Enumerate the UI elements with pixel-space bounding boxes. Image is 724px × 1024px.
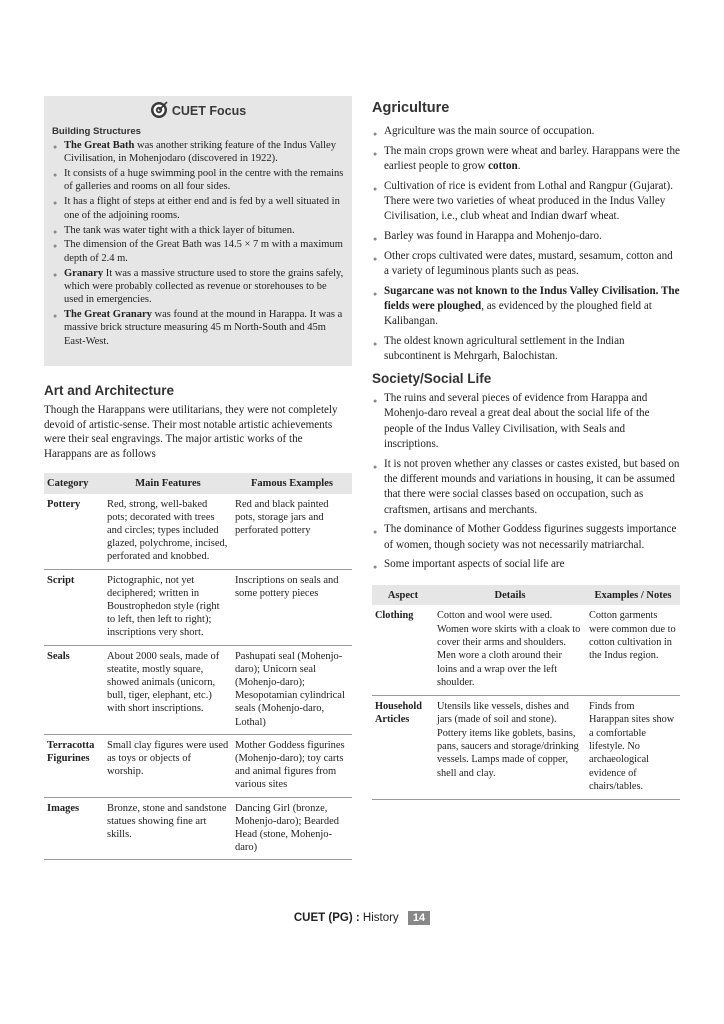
table-cell: Script — [44, 569, 104, 645]
table-cell: Household Articles — [372, 695, 434, 799]
cuet-focus-box — [44, 96, 352, 366]
list-item — [372, 179, 680, 225]
list-item-text: It was a massive structure used to store the grains safely, which were probably collected as revenue or storehouses to be used in emergencies. — [64, 267, 344, 306]
list-item-text: It has a flight of steps at either end and is fed by a well situated in one of the adjoining rooms. — [64, 196, 340, 221]
table-row — [44, 645, 352, 734]
list-item-text: , as evidenced by the ploughed field at Kalibangan. — [384, 300, 652, 328]
list-item-text: The dimension of the Great Bath was 14.5 × 7 m with a maximum depth of 2.4 m. — [64, 239, 343, 264]
table-row — [44, 569, 352, 645]
list-item: ● The ruins and several pieces of evidence from Harappa and Mohenjo-daro reveal a great deal about the social life of the people of the Indus Valley Civilisation, with Seals and inscriptions. — [372, 391, 680, 453]
table-cell: Cotton garments were common due to cotton cultivation in the Indus region. — [586, 605, 680, 695]
list-item-text: Barley was found in Harappa and Mohenjo-daro. — [384, 230, 602, 242]
list-item — [372, 284, 680, 330]
agriculture-list — [372, 124, 680, 365]
list-item — [52, 238, 344, 265]
column-header-aspect: Aspect — [372, 585, 434, 605]
column-header-famous-examples: Famous Examples — [232, 473, 352, 493]
list-item-text: was another striking feature of the Indus Valley Civilisation, in Mohenjodaro (discovered in 1922). — [64, 140, 336, 165]
agriculture-heading: Agriculture — [372, 100, 450, 116]
list-item — [52, 195, 344, 222]
list-item-bold: Granary — [64, 267, 104, 279]
table-cell: Inscriptions on seals and some pottery pieces — [232, 569, 352, 645]
list-item-text: was found at the mound in Harappa. It was a massive brick structure measuring 45 m North-South and 45m East-West. — [64, 309, 343, 347]
table-header-row — [44, 473, 352, 493]
list-item: ● It is not proven whether any classes or castes existed, but based on the different mounds and variations in housing, it can be assumed that there were social classes based on occupation, such as craftsmen, artisans and merchants. — [372, 457, 680, 519]
list-item-text: Cultivation of rice is evident from Lothal and Rangpur (Gujarat). There were two varieties of wheat produced in the Indus Valley Civilisation, i.e., club wheat and Indian dwarf wheat. — [384, 179, 673, 223]
list-item: ● Some important aspects of social life are — [372, 557, 680, 572]
list-item-bold: cotton — [488, 160, 518, 172]
list-item-text: The oldest known agricultural settlement in the Indian subcontinent is Mehrgarh, Balochistan. — [384, 335, 625, 363]
list-item — [372, 249, 680, 280]
list-item-text: . — [517, 160, 521, 172]
column-header-examples: Examples / Notes — [586, 585, 680, 605]
table-cell: Clothing — [372, 605, 434, 695]
list-item-bold: The Great Granary — [64, 309, 152, 321]
table-row — [372, 695, 680, 799]
table-row — [372, 605, 680, 695]
list-item — [52, 224, 344, 237]
art-architecture-heading: Art and Architecture — [44, 383, 175, 398]
table-row — [44, 734, 352, 797]
building-structures-heading: Building Structures — [52, 126, 142, 137]
list-item-text: The tank was water tight with a thick layer of bitumen. — [64, 224, 295, 236]
cuet-focus-title: CUET Focus — [171, 104, 247, 118]
table-cell: Red and black painted pots, storage jars and perforated pottery — [232, 494, 352, 570]
list-item-text: The main crops grown were wheat and barley. Harappans were the earliest people to grow — [384, 144, 680, 172]
list-item — [52, 308, 344, 348]
list-item — [52, 167, 344, 194]
right-column — [372, 100, 680, 800]
footer-subject: History — [362, 912, 399, 924]
list-item: ● The dominance of Mother Goddess figurines suggests importance of women, though society was not necessarily matriarchal. — [372, 522, 680, 553]
art-intro-paragraph: Though the Harappans were utilitarians, they were not completely devoid of artistic-sense. Their most notable artistic achievements were their seal engravings. The major artistic works of the Harappans are as follows — [44, 404, 338, 460]
table-row — [44, 494, 352, 570]
column-header-category: Category — [44, 473, 104, 493]
table-cell: Bronze, stone and sandstone statues showing fine art skills. — [104, 797, 232, 860]
art-architecture-table — [44, 473, 352, 860]
list-item-text: Other crops cultivated were dates, mustard, sesamum, cotton and a variety of leguminous plants such as peas. — [384, 249, 673, 277]
society-heading: Society/Social Life — [372, 370, 492, 386]
table-cell: Red, strong, well-baked pots; decorated with trees and circles; types included glazed, polychrome, incised, perforated and knobbed. — [104, 494, 232, 570]
list-item — [372, 334, 680, 365]
social-life-table — [372, 585, 680, 800]
table-cell: Finds from Harappan sites show a comfortable lifestyle. No archaeological evidence of chairs/tables. — [586, 695, 680, 799]
table-cell: About 2000 seals, made of steatite, mostly square, showed animals (unicorn, bull, tiger, elephant, etc.) with short inscriptions. — [104, 645, 232, 734]
list-item — [372, 229, 680, 244]
society-list — [372, 391, 680, 573]
table-header-row — [372, 585, 680, 605]
table-cell: Pottery — [44, 494, 104, 570]
list-item-text: It consists of a huge swimming pool in the centre with the remains of galleries and rooms on all four sides. — [64, 168, 344, 193]
page-number: 14 — [408, 911, 430, 925]
table-cell: Seals — [44, 645, 104, 734]
list-item-bold: Sugarcane was not known to the Indus Valley Civilisation. The fields were ploughed — [384, 284, 680, 312]
table-cell: Mother Goddess figurines (Mohenjo-daro); toy carts and animal figures from various sites — [232, 734, 352, 797]
cuet-focus-header — [52, 100, 344, 122]
list-item — [52, 267, 344, 307]
list-item — [52, 139, 344, 166]
table-cell: Dancing Girl (bronze, Mohenjo-daro); Bearded Head (stone, Mohenjo-daro) — [232, 797, 352, 860]
target-icon — [150, 101, 168, 119]
table-row — [44, 797, 352, 860]
list-item — [372, 144, 680, 175]
column-header-main-features: Main Features — [104, 473, 232, 493]
list-item-text: Agriculture was the main source of occupation. — [384, 125, 595, 137]
table-cell: Pictographic, not yet deciphered; written in Boustrophedon style (right to left, then left to right); inscriptions very short. — [104, 569, 232, 645]
table-cell: Terracotta Figurines — [44, 734, 104, 797]
page-footer — [0, 911, 724, 925]
left-column — [44, 96, 352, 860]
list-item — [372, 124, 680, 139]
building-structures-list — [52, 139, 344, 348]
table-cell: Images — [44, 797, 104, 860]
table-cell: Pashupati seal (Mohenjo-daro); Unicorn seal (Mohenjo-daro); Mesopotamian cylindrical seals (Mohenjo-daro, Lothal) — [232, 645, 352, 734]
column-header-details: Details — [434, 585, 586, 605]
table-cell: Utensils like vessels, dishes and jars (made of soil and stone). Pottery items like goblets, basins, pans, saucers and storage/drinking vessels. Lamps made of copper, shell and clay. — [434, 695, 586, 799]
table-cell: Small clay figures were used as toys or objects of worship. — [104, 734, 232, 797]
footer-exam: CUET (PG) : — [293, 912, 360, 924]
table-cell: Cotton and wool were used. Women wore skirts with a cloak to cover their arms and shoulders. Men wore a cloth around their loins and a wrap over the left shoulder. — [434, 605, 586, 695]
list-item-bold: The Great Bath — [64, 140, 135, 151]
